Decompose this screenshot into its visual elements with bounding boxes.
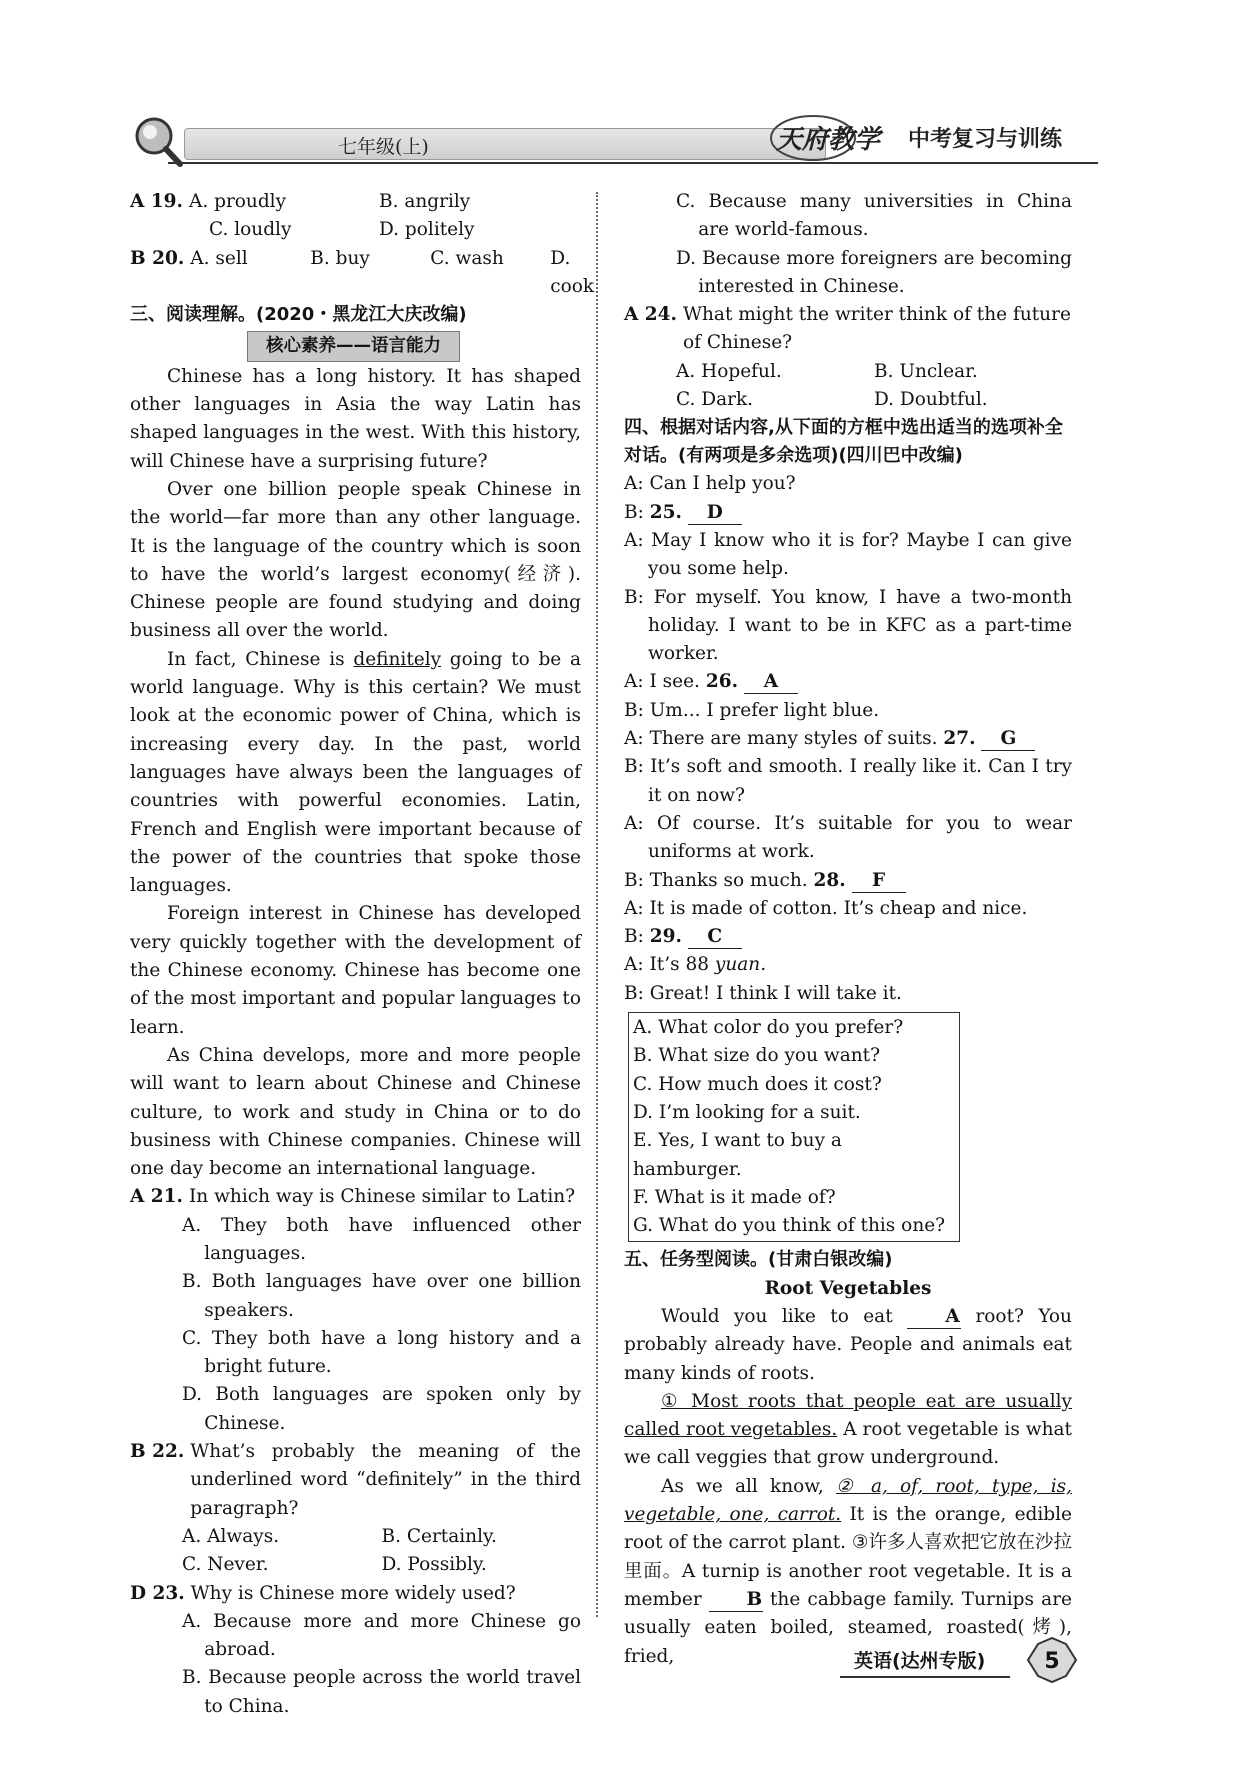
question-number: A 24. (624, 304, 677, 326)
answer-blank: G (981, 728, 1035, 751)
paragraph: Foreign interest in Chinese has developed very quickly together with the development of the Chinese economy. Chinese has become one of the most important and popular languages to learn. (130, 903, 581, 1038)
dialogue-line: A: Of course. It’s suitable for you to wear uniforms at work. (624, 812, 1072, 863)
left-column (130, 188, 595, 1721)
option: B. buy (310, 247, 370, 269)
question-20 (130, 245, 595, 302)
dialogue (624, 470, 1072, 1008)
answer-blank: C (688, 926, 742, 949)
underlined-words: ② a, of, root, type, is, vegetable, one, carrot. (624, 1475, 1073, 1526)
option: B. Both languages have over one billion speakers. (182, 1271, 581, 1321)
option: C. wash (430, 247, 504, 269)
option: D. Because more foreigners are becoming interested in Chinese. (676, 247, 1072, 297)
question-22 (130, 1438, 581, 1579)
question-number: D 23. (130, 1582, 185, 1604)
option: C. Never. (182, 1554, 269, 1576)
dialogue-line: B: Great! I think I will take it. (624, 982, 902, 1004)
passage-title: Root Vegetables (764, 1277, 932, 1299)
option: A. sell (190, 247, 248, 269)
option: B. Unclear. (874, 360, 978, 382)
paragraph: ① Most roots that people eat are usually called root vegetables. A root vegetable is what we call veggies that grow underground. (624, 1390, 1072, 1469)
paragraph: As China develops, more and more people will want to learn about Chinese and Chinese culture, to work and study in China or to do business with Chinese companies. Chinese will one day become an international language. (130, 1044, 581, 1180)
answer-blank: F (852, 870, 906, 893)
options-box (628, 1012, 960, 1242)
dialogue-line: A: I see. 26. A (624, 668, 1072, 696)
dialogue-line: B: For myself. You know, I have a two-month holiday. I want to be in KFC as a part-time worker. (624, 586, 1072, 665)
page-number-badge (1026, 1636, 1078, 1684)
question-number: B 22. (130, 1441, 185, 1463)
option: C. They both have a long history and a bright future. (182, 1327, 581, 1378)
question-stem: What’s probably the meaning of the underlined word “definitely” in the third paragraph? (190, 1441, 581, 1519)
option: C. Dark. (676, 389, 754, 411)
column-divider (596, 192, 598, 1617)
option: D. politely (378, 219, 475, 241)
dialogue-line: A: It’s 88 yuan. (624, 954, 767, 976)
option: A. Hopeful. (676, 360, 782, 382)
question-number: A 19. (130, 191, 183, 212)
box-option: D. I’m looking for a suit. (633, 1101, 861, 1123)
brand-subtitle: 中考复习与训练 (908, 127, 1063, 152)
option: D. cook (550, 247, 595, 297)
section-heading: 三、阅读理解。(2020・黑龙江大庆改编) (130, 304, 467, 326)
brand-name: 天府教学 (776, 125, 881, 155)
question-stem: What might the writer think of the future of Chinese? (682, 304, 1071, 354)
page-number: 5 (1044, 1649, 1060, 1674)
dialogue-line: B: 25. D (624, 499, 1072, 527)
dialogue-line: A: It is made of cotton. It’s cheap and nice. (624, 897, 1028, 919)
question-stem: Why is Chinese more widely used? (190, 1582, 516, 1604)
option: B. angrily (378, 191, 471, 212)
option: A. proudly (188, 191, 287, 212)
grade-label: 七年级(上) (338, 136, 429, 158)
option: D. Doubtful. (874, 389, 988, 411)
box-option: A. What color do you prefer? (633, 1017, 904, 1039)
paragraph: Chinese has a long history. It has shaped other languages in Asia the way Latin has shaped languages in the west. With this history, will Chinese have a surprising future? (130, 365, 581, 472)
section-heading: 四、根据对话内容,从下面的方框中选出适当的选项补全对话。(有两项是多余选项)(四川巴中改编) (624, 417, 1063, 467)
question-19 (130, 188, 581, 245)
box-option: G. What do you think of this one? (633, 1215, 946, 1237)
answer-blank: D (688, 502, 742, 525)
right-column (624, 188, 1072, 1671)
subject-label: 英语(达州专版) (854, 1650, 986, 1672)
question-23 (130, 1580, 581, 1721)
dialogue-line: B: It’s soft and smooth. I really like it. Can I try it on now? (624, 756, 1072, 806)
dialogue-line: B: Thanks so much. 28. F (624, 867, 1072, 895)
paragraph: As we all know, ② a, of, root, type, is, vegetable, one, carrot. It is the orange, edible root of the carrot plant. ③许多人喜欢把它放在沙拉里面。A turnip is another root vegetable. It is a member B the cabbage family. Turnips are usually eaten boiled, steamed, roasted(烤), fried, (624, 1475, 1073, 1667)
dialogue-line: A: May I know who it is for? Maybe I can give you some help. (624, 529, 1072, 580)
header-rule (168, 162, 1098, 164)
paragraph: Over one billion people speak Chinese in the world—far more than any other language. It is the language of the country which is soon to have the world’s largest economy(经济). Chinese people are found studying and doing business all over the world. (130, 478, 581, 642)
dialogue-line: A: There are many styles of suits. 27. G (624, 725, 1072, 753)
answer-blank: A (907, 1306, 961, 1329)
answer-blank: B (709, 1589, 763, 1612)
option: C. Because many universities in China are world-famous. (676, 191, 1072, 241)
option: C. loudly (208, 219, 292, 241)
box-option: B. What size do you want? (633, 1045, 880, 1067)
underlined-word: definitely (353, 648, 442, 670)
section-heading: 五、任务型阅读。(甘肃白银改编) (624, 1249, 893, 1271)
option: B. Because people across the world travel to China. (182, 1667, 581, 1717)
box-option: F. What is it made of? (633, 1186, 836, 1208)
box-option: C. How much does it cost? (633, 1073, 882, 1095)
page-footer (840, 1636, 1080, 1682)
option: B. Certainly. (381, 1525, 497, 1547)
footer-rule (840, 1676, 1010, 1678)
header-bar (184, 128, 826, 160)
question-stem: In which way is Chinese similar to Latin? (188, 1186, 576, 1208)
brand-logo (768, 112, 1098, 164)
page-header (128, 112, 1098, 174)
option: A. They both have influenced other languages. (182, 1214, 581, 1264)
option: A. Because more and more Chinese go abroad. (182, 1610, 581, 1661)
dialogue-line: B: 29. C (624, 923, 1072, 951)
dialogue-line: B: Um... I prefer light blue. (624, 699, 880, 721)
core-literacy-label: 核心素养——语言能力 (247, 331, 460, 361)
option: D. Possibly. (381, 1554, 487, 1576)
underlined-sentence: ① Most roots that people eat are usually called root vegetables. (624, 1390, 1072, 1441)
option: D. Both languages are spoken only by Chinese. (182, 1384, 581, 1434)
question-number: A 21. (130, 1186, 183, 1208)
answer-blank: A (744, 671, 798, 694)
paragraph: Would you like to eat A root? You probably already have. People and animals eat many kinds of roots. (624, 1305, 1072, 1384)
question-number: B 20. (130, 247, 185, 269)
option: A. Always. (182, 1525, 280, 1547)
dialogue-line: A: Can I help you? (624, 473, 796, 495)
question-21 (130, 1183, 581, 1438)
box-option: E. Yes, I want to buy a hamburger. (633, 1130, 842, 1180)
question-24 (624, 301, 1072, 414)
paragraph: In fact, Chinese is definitely going to be a world language. Why is this certain? We must look at the economic power of China, which is increasing every day. In the past, world languages have always been the languages of countries with powerful economies. Latin, French and English were important because of the power of the countries that spoke those languages. (130, 648, 581, 897)
